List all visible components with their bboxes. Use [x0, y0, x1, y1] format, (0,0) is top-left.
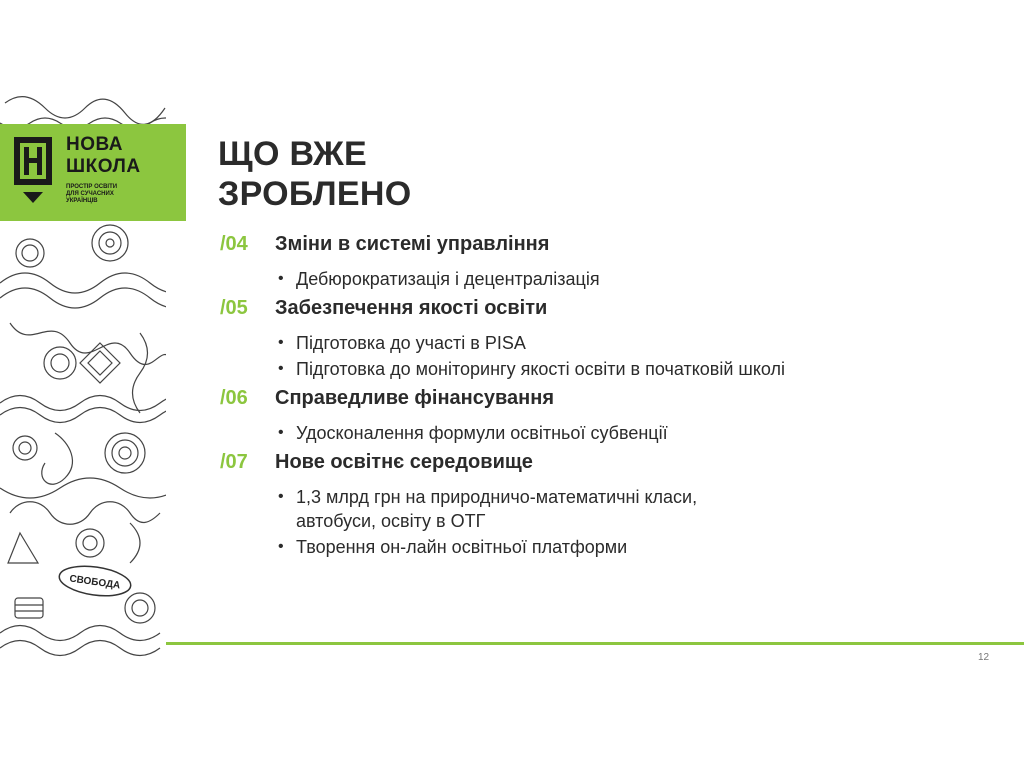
section-number: /06: [220, 387, 248, 409]
bullet-line: автобуси, освіту в ОТГ: [296, 511, 486, 531]
bullet-item: [278, 485, 980, 533]
section-05: [220, 297, 980, 381]
section-number: /07: [220, 451, 248, 473]
bullet-line: 1,3 млрд грн на природничо-математичні класи,: [296, 487, 698, 507]
bullet-item: • Удосконалення формули освітньої субвенції: [278, 421, 980, 445]
section-number: /04: [220, 233, 248, 255]
section-header: [220, 387, 980, 421]
section-title: Зміни в системі управління: [275, 233, 550, 255]
section-number: /05: [220, 297, 248, 319]
logo-subtitle-line1: ПРОСТІР ОСВІТИ: [66, 184, 118, 190]
logo-subtitle-line3: УКРАЇНЦІВ: [66, 198, 98, 204]
bullet-list: [220, 267, 980, 291]
section-title: Забезпечення якості освіти: [275, 297, 548, 319]
nova-shkola-logo: [0, 124, 186, 221]
bullet-item: • Підготовка до моніторингу якості освіти в початковій школі: [278, 357, 980, 381]
page-title-line2: ЗРОБЛЕНО: [218, 175, 412, 213]
logo-subtitle: [66, 184, 166, 205]
section-header: [220, 451, 980, 485]
logo-title-line1: НОВА: [66, 134, 123, 155]
sections-list: [220, 233, 980, 565]
bullet-item: • Творення он-лайн освітньої платформи: [278, 535, 980, 559]
section-header: [220, 297, 980, 331]
bullet-list: [220, 331, 980, 381]
bullet-item: • Підготовка до участі в PISA: [278, 331, 980, 355]
page-title-line1: ЩО ВЖЕ: [218, 135, 368, 173]
section-header: [220, 233, 980, 267]
logo-title: [66, 134, 141, 178]
footer-divider: [166, 642, 1024, 645]
logo-title-line2: ШКОЛА: [66, 156, 141, 177]
nova-shkola-emblem-icon: [14, 137, 52, 205]
bullet-list: [220, 421, 980, 445]
page-title: [218, 134, 558, 214]
svoboda-text: СВОБОДА: [68, 573, 121, 592]
section-07: [220, 451, 980, 559]
section-04: [220, 233, 980, 291]
section-06: [220, 387, 980, 445]
bullet-item: • Дебюрократизація і децентралізація: [278, 267, 980, 291]
bullet-list: [220, 485, 980, 559]
section-title: Справедливе фінансування: [275, 387, 554, 409]
page-number: 12: [978, 652, 990, 663]
logo-subtitle-line2: ДЛЯ СУЧАСНИХ: [66, 191, 114, 197]
section-title: Нове освітнє середовище: [275, 451, 533, 473]
svoboda-badge: [57, 562, 132, 600]
